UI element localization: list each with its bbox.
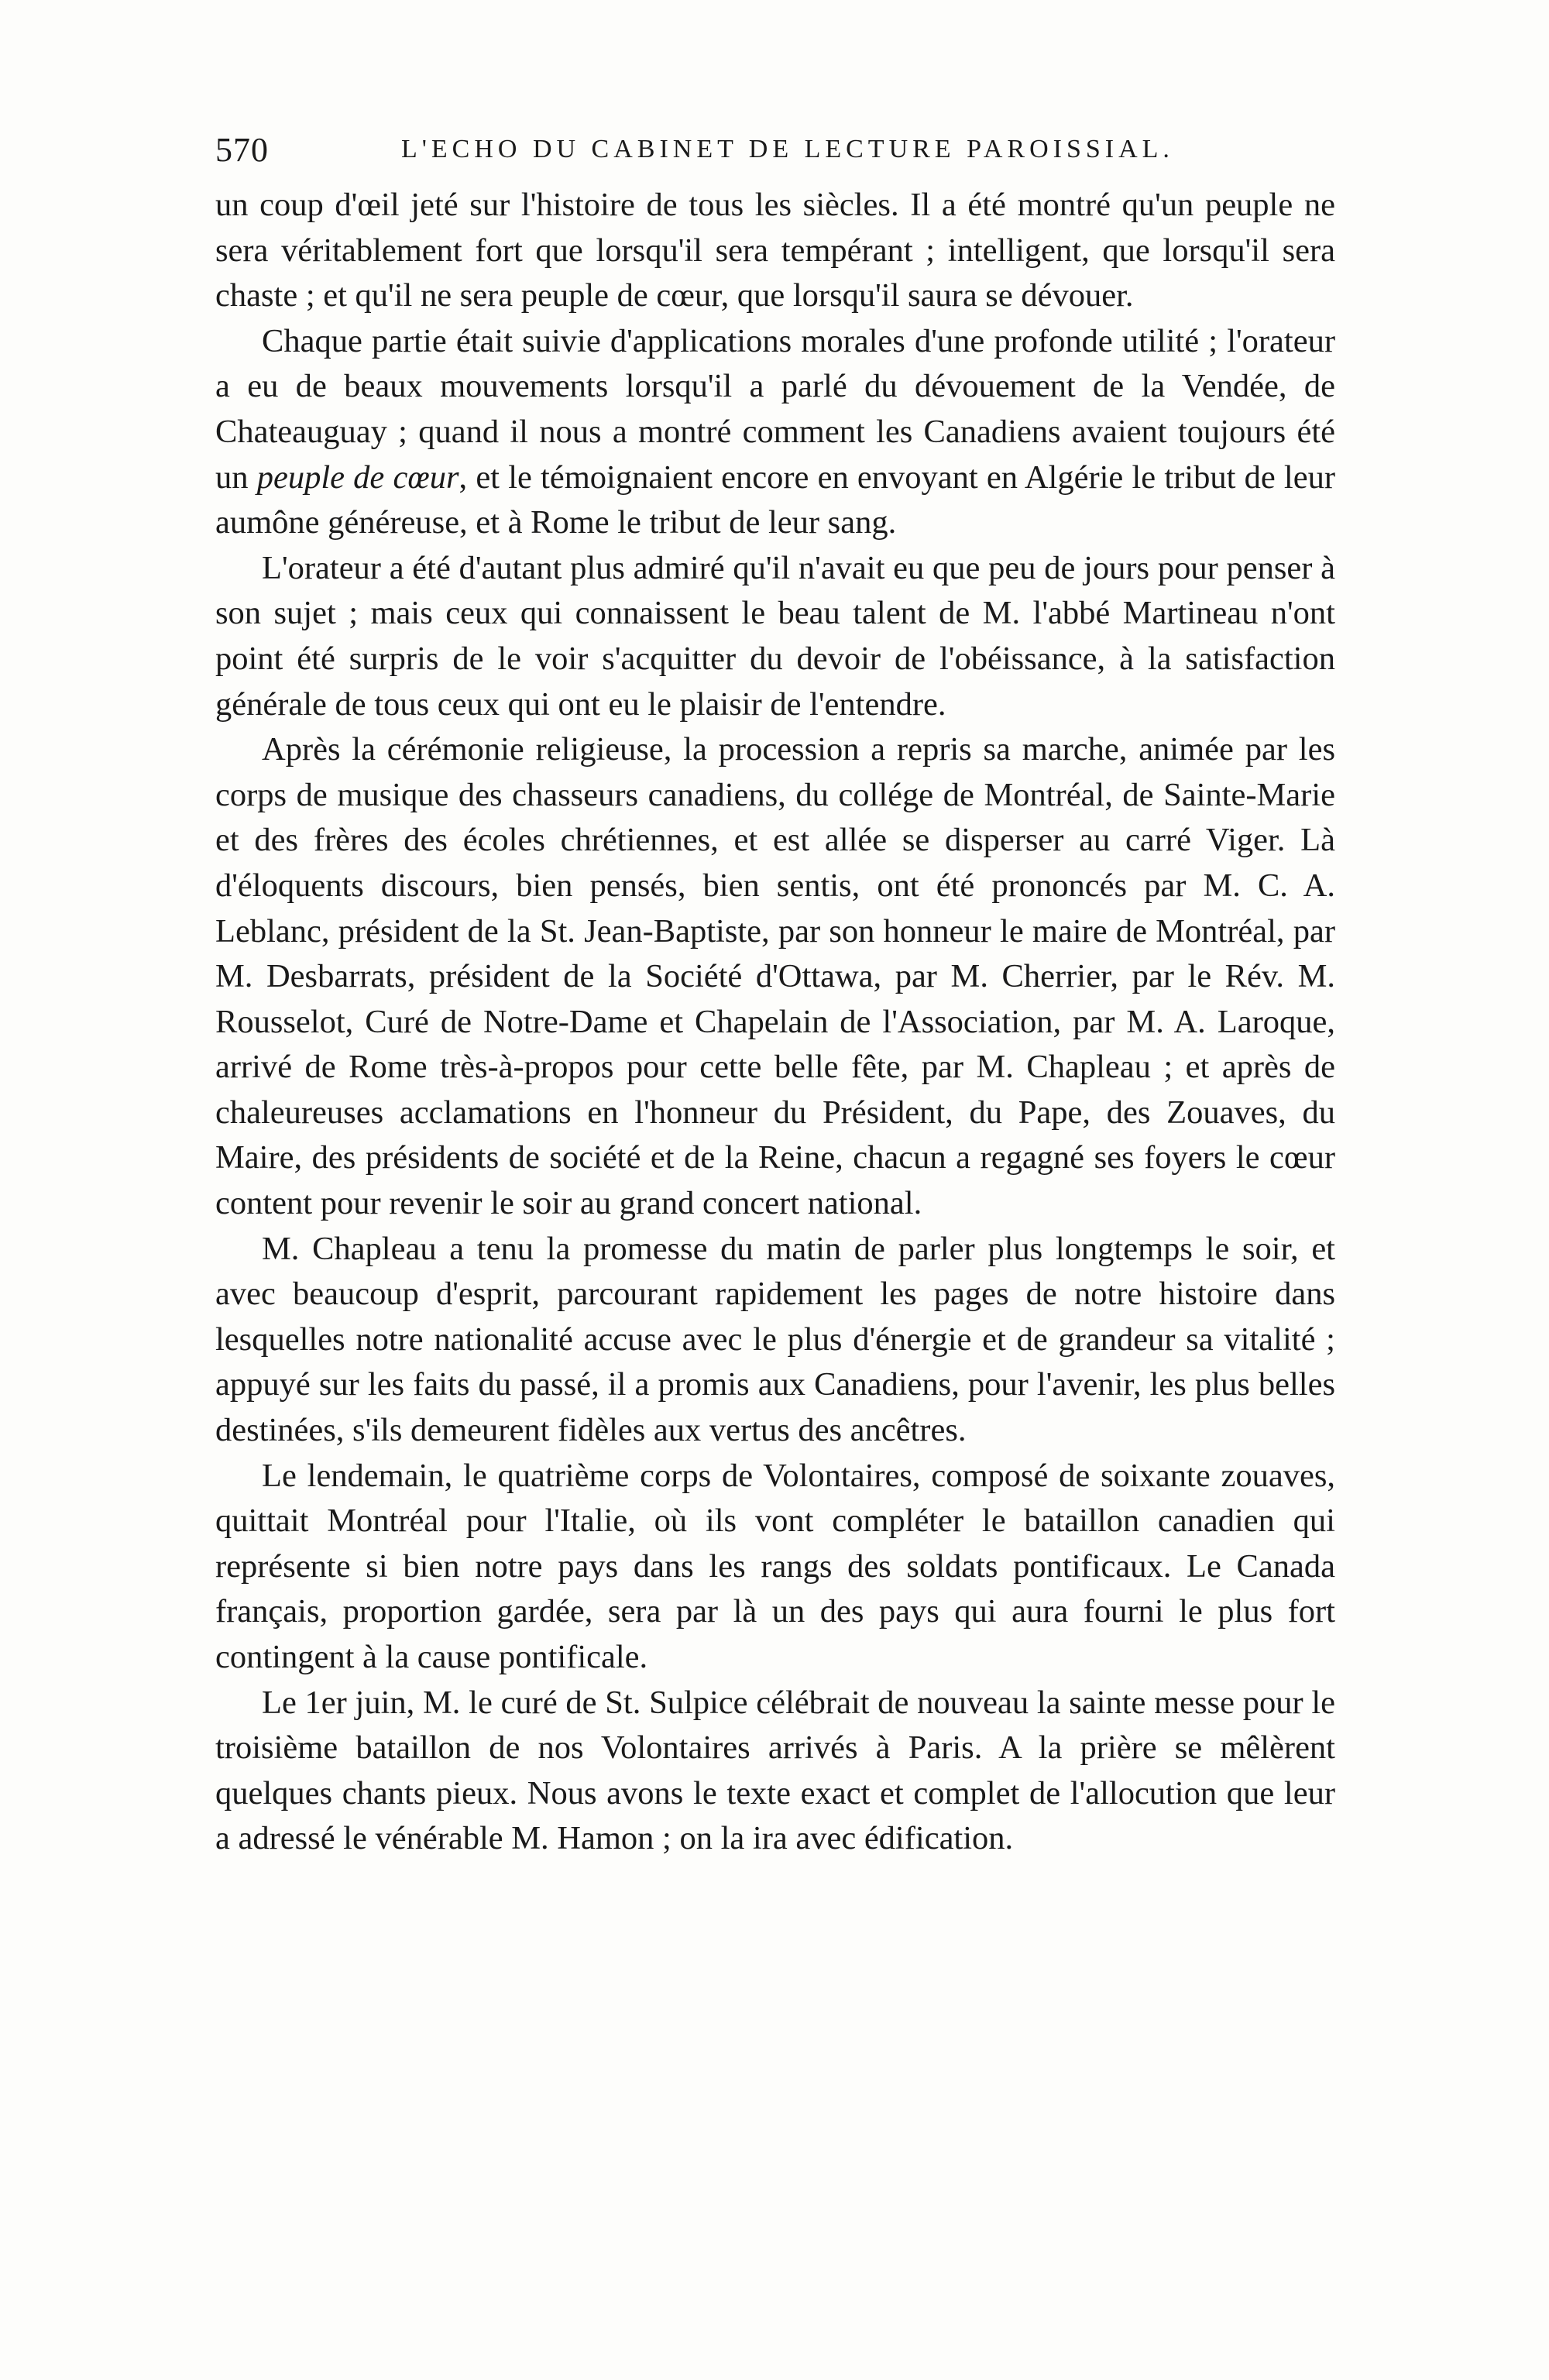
emphasis-peuple-de-coeur: peuple de cœur [256, 458, 459, 496]
paragraph-procession: Après la cérémonie religieuse, la procession a repris sa marche, animée par les corps de musique des chasseurs canadiens, du collége de Montréal, de Sainte-Marie et des frères des écoles chrétiennes, et est allée se disperser au carré Viger. Là d'éloquents discours, bien pensés, bien sentis, ont été prononcés par M. C. A. Leblanc, président de la St. Jean-Baptiste, par son honneur le maire de Montréal, par M. Desbarrats, président de la Société d'Ottawa, par M. Cherrier, par le Rév. M. Rousselot, Curé de Notre-Dame et Chapelain de l'Association, par M. A. Laroque, arrivé de Rome très-à-propos pour cette belle fête, par M. Chapleau ; et après de chaleureuses acclamations en l'honneur du Président, du Pape, des Zouaves, du Maire, des présidents de société et de la Reine, chacun a regagné ses foyers le cœur content pour revenir le soir au grand concert national. [215, 731, 1335, 1222]
running-title: L'ECHO DU CABINET DE LECTURE PAROISSIAL. [401, 135, 1174, 163]
running-header [215, 130, 1335, 177]
paragraph-text-before: Chaque partie était suivie d'applications morales d'une profonde utilité ; l'orateur a eu de beaux mouvements lorsqu'il a parlé du dévouement de la Vendée, de Chateauguay ; quand il nous a montré comment les Canadiens avaient toujours été un [215, 322, 1335, 496]
paragraph-chapleau: M. Chapleau a tenu la promesse du matin de parler plus longtemps le soir, et avec beaucoup d'esprit, parcourant rapidement les pages de notre histoire dans lesquelles notre nationalité accuse avec le plus d'énergie et de grandeur sa vitalité ; appuyé sur les faits du passé, il a promis aux Canadiens, pour l'avenir, les plus belles destinées, s'ils demeurent fidèles aux vertus des ancêtres. [215, 1230, 1335, 1449]
paragraph-continuation: un coup d'œil jeté sur l'histoire de tous les siècles. Il a été montré qu'un peuple ne sera véritablement fort que lorsqu'il sera tempérant ; intelligent, que lorsqu'il sera chaste ; et qu'il ne sera peuple de cœur, que lorsqu'il saura se dévouer. [215, 187, 1335, 314]
paragraph-applications-morales [215, 319, 1335, 546]
paragraph-volontaires: Le lendemain, le quatrième corps de Volontaires, composé de soixante zouaves, quittait Montréal pour l'Italie, où ils vont compléter le bataillon canadien qui représente si bien notre pays dans les rangs des soldats pontificaux. Le Canada français, proportion gardée, sera par là un des pays qui aura fourni le plus fort contingent à la cause pontificale. [215, 1457, 1335, 1675]
page-number: 570 [215, 131, 269, 169]
paragraph-orateur: L'orateur a été d'autant plus admiré qu'il n'avait eu que peu de jours pour penser à son sujet ; mais ceux qui connaissent le beau talent de M. l'abbé Martineau n'ont point été surpris de le voir s'acquitter du devoir de l'obéissance, à la satisfaction générale de tous ceux qui ont eu le plaisir de l'entendre. [215, 549, 1335, 723]
body-text [215, 183, 1335, 1862]
paragraph-text-after: , et le témoignaient encore en envoyant en Algérie le tribut de leur aumône généreuse, et à Rome le tribut de leur sang. [215, 458, 1335, 541]
paragraph-premier-juin: Le 1er juin, M. le curé de St. Sulpice célébrait de nouveau la sainte messe pour le troisième bataillon de nos Volontaires arrivés à Paris. A la prière se mêlèrent quelques chants pieux. Nous avons le texte exact et complet de l'allocution que leur a adressé le vénérable M. Hamon ; on la ira avec édification. [215, 1684, 1335, 1857]
